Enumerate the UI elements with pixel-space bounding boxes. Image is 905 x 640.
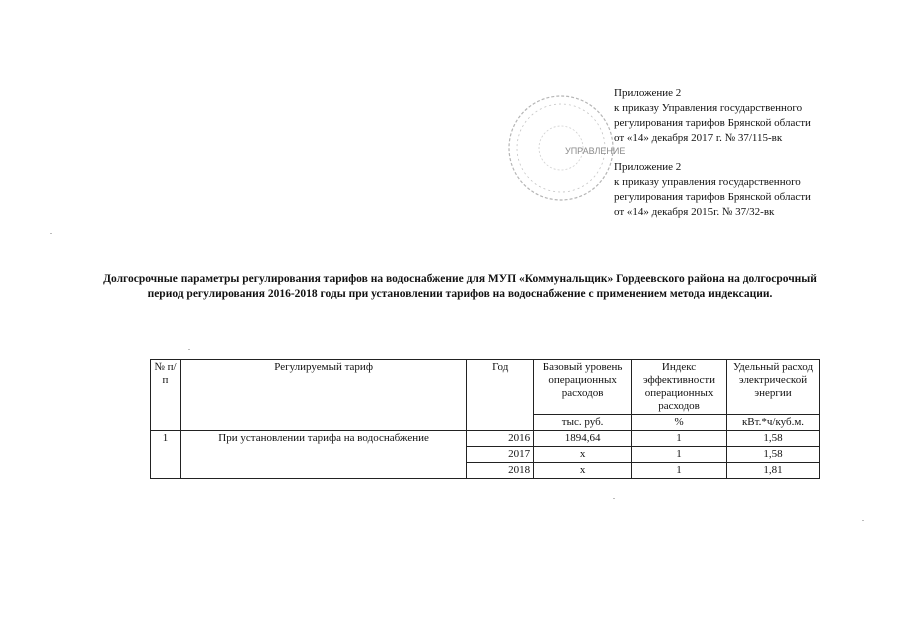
header-tariff: Регулируемый тариф: [180, 360, 466, 431]
scan-speck: [613, 498, 615, 499]
appendix-date-line: от «14» декабря 2015г. № 37/32-вк: [614, 206, 775, 218]
row-year: 2016: [467, 431, 534, 447]
appendix-label: Приложение 2: [614, 87, 682, 99]
appendix-order-line: к приказу управления государственного: [614, 176, 801, 188]
scan-speck: [862, 520, 864, 521]
tariff-parameters-table: [150, 359, 820, 479]
row-energy-rate: 1,81: [727, 463, 820, 479]
table-row: [151, 431, 820, 447]
table-header-row: [151, 360, 820, 415]
appendix-order-line: к приказу Управления государственного: [614, 102, 803, 114]
row-base-costs: 1894,64: [534, 431, 632, 447]
scan-speck: [188, 349, 190, 350]
header-energy-rate: Удельный расход электрической энергии: [727, 360, 820, 415]
row-year: 2018: [467, 463, 534, 479]
appendix-current-reference: [614, 86, 811, 146]
header-year: Год: [467, 360, 534, 431]
header-num: № п/п: [151, 360, 181, 431]
appendix-authority-line: регулирования тарифов Брянской области: [614, 117, 811, 129]
row-num: 1: [151, 431, 181, 479]
row-year: 2017: [467, 447, 534, 463]
row-base-costs: х: [534, 463, 632, 479]
appendix-authority-line: регулирования тарифов Брянской области: [614, 191, 811, 203]
official-seal-stamp: [505, 92, 626, 204]
header-base-costs: Базовый уровень операционных расходов: [534, 360, 632, 415]
svg-text:УПРАВЛЕНИЕ: УПРАВЛЕНИЕ: [565, 146, 626, 156]
document-title: Долгосрочные параметры регулирования тарифов на водоснабжение для МУП «Коммунальщик» Гордеевского района на долгосрочный период регулирования 2016-2018 годы при установлении тарифов на водоснабжение с применением метода индексации.: [103, 273, 817, 300]
unit-energy-rate: кВт.*ч/куб.м.: [727, 415, 820, 431]
row-efficiency-index: 1: [632, 463, 727, 479]
unit-base-costs: тыс. руб.: [534, 415, 632, 431]
header-efficiency-index: Индекс эффективности операционных расходов: [632, 360, 727, 415]
unit-efficiency-index: %: [632, 415, 727, 431]
row-tariff-name: При установлении тарифа на водоснабжение: [180, 431, 466, 479]
appendix-date-line: от «14» декабря 2017 г. № 37/115-вк: [614, 132, 783, 144]
appendix-label: Приложение 2: [614, 161, 682, 173]
row-energy-rate: 1,58: [727, 447, 820, 463]
row-efficiency-index: 1: [632, 431, 727, 447]
row-efficiency-index: 1: [632, 447, 727, 463]
row-base-costs: х: [534, 447, 632, 463]
row-energy-rate: 1,58: [727, 431, 820, 447]
appendix-previous-reference: [614, 160, 811, 220]
scan-speck: [50, 233, 52, 234]
